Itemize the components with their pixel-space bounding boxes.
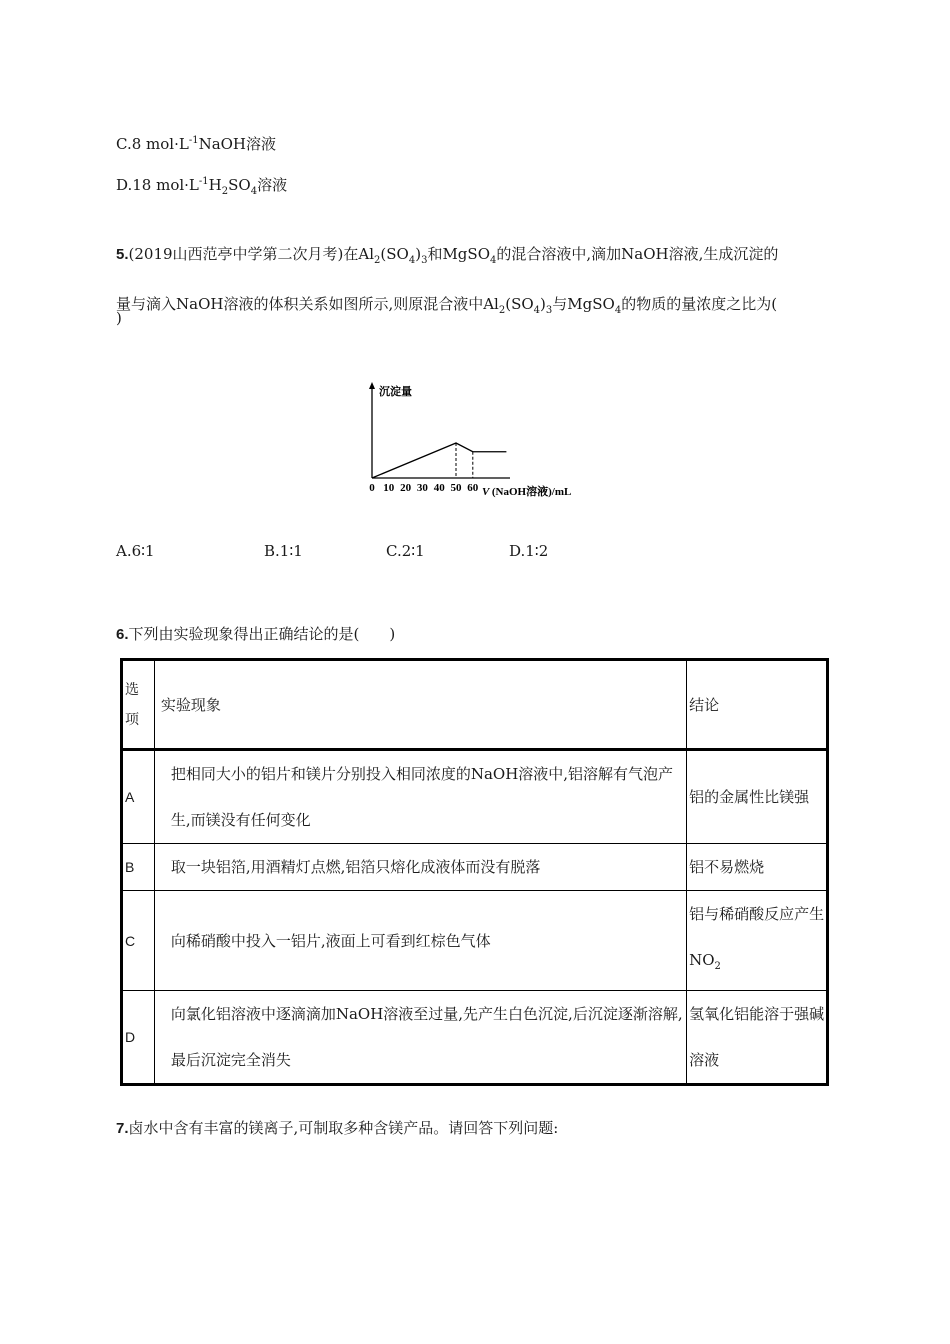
row-conclusion: 氢氧化铝能溶于强碱溶液 — [687, 991, 828, 1085]
row-option: A — [122, 750, 155, 844]
q6-number: 6. — [116, 626, 129, 643]
x-tick-label-40: 40 — [433, 482, 445, 494]
table-header-row — [122, 660, 828, 750]
row-conclusion: 铝的金属性比镁强 — [687, 750, 828, 844]
option-d-prev: D.18 $mol\cdot L^{-1}H_2SO_4$溶液 — [116, 176, 288, 197]
q5-line-1: 5.(2019山西范亭中学第二次月考)在$Al_2(SO_4)_3$和MgSO$_4$的混合溶液中,滴加NaOH溶液,生成沉淀的 — [116, 245, 779, 266]
q6-table — [120, 658, 829, 1086]
header-conclusion: 结论 — [687, 660, 828, 750]
x-tick-label-0: 0 — [369, 482, 375, 494]
x-tick-label-60: 60 — [467, 482, 479, 494]
q7-stem: 7.卤水中含有丰富的镁离子,可制取多种含镁产品。请回答下列问题: — [116, 1119, 559, 1137]
q5-line-3: ) — [116, 309, 122, 327]
q5-number: 5. — [116, 246, 129, 263]
x-axis-label: V (NaOH溶液)/mL — [482, 486, 572, 498]
q5-option-a: A.6∶1 — [116, 542, 155, 560]
q5-option-d: D.1∶2 — [509, 542, 549, 560]
q6-stem: 6.下列由实验现象得出正确结论的是( ) — [116, 625, 396, 643]
y-axis-arrow — [369, 382, 375, 389]
series-line — [372, 443, 506, 478]
header-phenomenon: 实验现象 — [154, 660, 686, 750]
row-option: B — [122, 844, 155, 891]
x-tick-label-10: 10 — [383, 482, 395, 494]
table-row — [122, 844, 828, 891]
row-conclusion: 铝不易燃烧 — [687, 844, 828, 891]
table-row — [122, 991, 828, 1085]
q5-option-c: C.2∶1 — [386, 542, 425, 560]
q5-options — [116, 542, 716, 564]
q7-number: 7. — [116, 1120, 129, 1137]
header-option: 选 项 — [122, 660, 155, 750]
table-row — [122, 750, 828, 844]
q5-option-b: B.1∶1 — [264, 542, 303, 560]
table-row — [122, 891, 828, 991]
x-tick-label-30: 30 — [416, 482, 428, 494]
row-option: C — [122, 891, 155, 991]
x-tick-label-20: 20 — [400, 482, 412, 494]
row-phenomenon: 把相同大小的铝片和镁片分别投入相同浓度的NaOH溶液中,铝溶解有气泡产生,而镁没有任何变化 — [154, 750, 686, 844]
option-c-prev: C.8 $mol\cdot L^{-1}NaOH$溶液 — [116, 135, 277, 153]
row-phenomenon: 取一块铝箔,用酒精灯点燃,铝箔只熔化成液体而没有脱落 — [154, 844, 686, 891]
row-option: D — [122, 991, 155, 1085]
x-tick-label-50: 50 — [450, 482, 462, 494]
row-phenomenon: 向稀硝酸中投入一铝片,液面上可看到红棕色气体 — [154, 891, 686, 991]
row-conclusion: 铝与稀硝酸反应产生$NO_2$ — [687, 891, 828, 991]
y-axis-label: 沉淀量 — [379, 385, 412, 398]
precipitate-chart — [350, 375, 600, 505]
q5-line-2: 量与滴入NaOH溶液的体积关系如图所示,则原混合液中$Al_2(SO_4)_3$与MgSO$_4$的物质的量浓度之比为( — [116, 295, 778, 316]
row-phenomenon: 向氯化铝溶液中逐滴滴加NaOH溶液至过量,先产生白色沉淀,后沉淀逐渐溶解,最后沉淀完全消失 — [154, 991, 686, 1085]
